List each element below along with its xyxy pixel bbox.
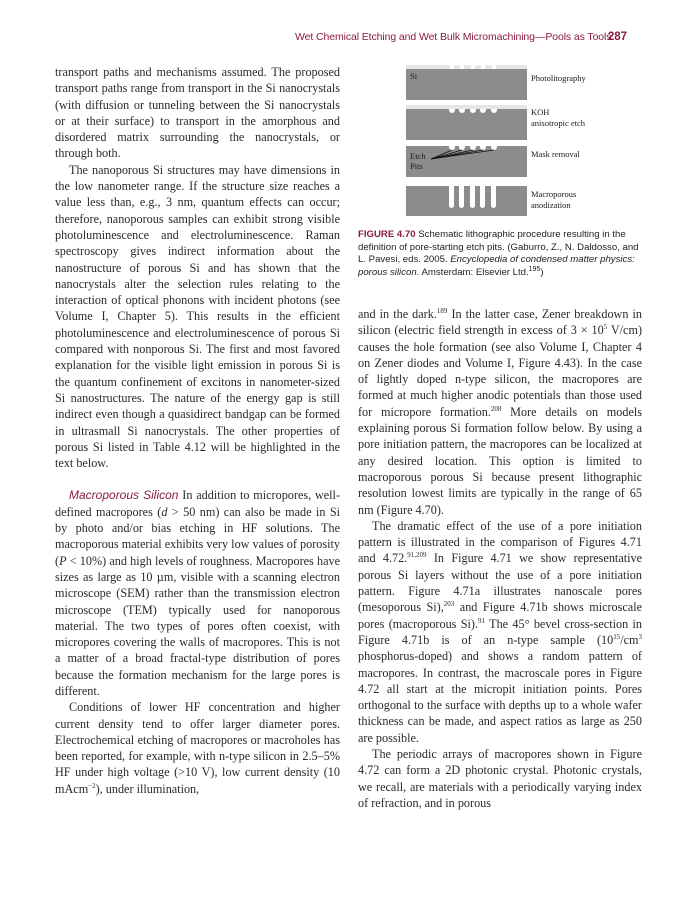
step-label-mask-removal: Mask removal (531, 149, 580, 159)
running-head (285, 31, 635, 47)
pits-label: Pits (410, 161, 423, 171)
macropore (470, 186, 475, 208)
macropore (459, 186, 464, 208)
silicon-wafer-block (406, 186, 527, 216)
figure-4-70-diagram (400, 62, 645, 218)
paragraph: The dramatic effect of the use of a pore initiation pattern is illustrated in the comparison of Figures 4.71 and 4.72.$^{91,209}$ In Figure 4.71 we show representative porous Si layers without the use of a pore initiation pattern. Figure 4.71a illustrates nanoscale pores (mesoporous Si),$^{203}$ and Figure 4.71b shows microscale pores (macroporous Si).$^{91}$ The 45° bevel cross-section in Figure 4.71b is of an n-type sample ($10^{15}/cm^3$ phosphorus-doped) and shows a random pattern of macropores. In contrast, the macroscale pores in Figure 4.72 all start at the micropit initiation points. Pores orthogonal to the surface with depths up to a whole wafer thickness can be made, and aspect ratios as large as 250 are possible. (358, 518, 642, 745)
si-label: Si (410, 71, 418, 81)
paragraph: The nanoporous Si structures may have dimensions in the low nanometer range. If the structure size reaches a value less than, e.g., 3 nm, quantum effects can occur; therefore, nanoporous samples can exhibit strong visible photoluminescence and electroluminescence. Raman spectroscopy gives indirect information about the nanostructure of porous Si and has shown that the nanocrystals alter the selection rules relating to the interaction of optical phonons with incident photons (see Volume I, Chapter 5). This results in the efficient photoluminescence and electroluminescence of porous Si compared with nonporous Si. The first and most favored explanation for the visible light emission in porous Si is the quantum confinement of excitons in nanometer-sized Si nanostructures. The nature of the energy gap is still indirect even though a quasidirect bandgap can be formed in ultrasmall Si nanocrystals. The other properties of porous Si listed in Table 4.12 will be highlighted in the text below. (55, 162, 340, 471)
silicon-wafer-block (406, 109, 527, 140)
step-label-macroporous: Macroporous (531, 189, 577, 199)
macropore (449, 186, 454, 208)
paragraph: Conditions of lower HF concentration and higher current density tend to offer larger diameter pores. Electrochemical etching of macropores or macroholes has been reported, for example, with n-type silicon in 2.5–5% HF under high voltage (>10 V), low current density (10 mAcm$^{-2}$), under illumination, (55, 700, 340, 796)
figure-caption: FIGURE 4.70 Schematic lithographic procedure resulting in the definition of pore-starting etch pits. (Gaburro, Z., N. Daldosso, and L. Pavesi, eds. 2005. Encyclopedia of condensed matter physics: porous silicon. Amsterdam: Elsevier Ltd.$^{195}$) (358, 229, 639, 278)
cited-book-title: Encyclopedia of condensed matter physics: porous silicon (358, 254, 635, 278)
right-column (358, 306, 642, 811)
section-run-in-heading: Macroporous Silicon (69, 488, 179, 503)
running-head-title: Wet Chemical Etching and Wet Bulk Micromachining—Pools as Tools (295, 31, 612, 43)
paragraph-macroporous-silicon: Macroporous Silicon In addition to micropores, well-defined macropores (d > 50 nm) can also be made in Si by photo and/or bias etching in HF solutions. The macroporous material exhibits very low values of porosity (P < 10%) and high levels of roughness. Macropores have sizes as large as 10 µm, visible with a scanning electron microscope (SEM) rather than the transmission electron microscope (TEM) typically used for nanoporous material. The two types of pores often coexist, with micropores covering the walls of macropores. This is not a matter of a broad fractal-type distribution of pores because the formation mechanism for the large pores is different. (55, 488, 341, 698)
figure-label: FIGURE 4.70 (358, 229, 416, 240)
macropore (480, 186, 485, 208)
step-label-photolitography: Photolitography (531, 73, 586, 83)
silicon-wafer-block (406, 69, 527, 100)
paragraph: The periodic arrays of macropores shown in Figure 4.72 can form a 2D photonic crystal. Photonic crystals, we recall, are materials with a periodically varying index of refraction, and in porous (358, 747, 642, 810)
step-label-koh: KOH (531, 107, 550, 117)
macropore (491, 186, 496, 208)
step-label-anodization: anodization (531, 200, 571, 210)
paragraph: and in the dark.$^{189}$ In the latter case, Zener breakdown in silicon (electric field strength in excess of $3 \times 10^5$ V/cm) causes the hole formation (see also Volume I, Chapter 4 on Zener diodes and Volume I, Figure 4.43). In the case of lightly doped n-type silicon, the macropores are formed at much higher anodic potentials than those used for micropore formation.$^{208}$ More details on models explaining porous Si formation follow below. By using a pore initiation pattern, the macropores can be localized at any desired location. This option is limited to macroporous porous Si because present lithographic resolution lowest limits are typically in the range of 65 nm (Figure 4.70). (358, 306, 643, 517)
etch-label: Etch (410, 151, 426, 161)
step-label-anisotropic-etch: anisotropic etch (531, 118, 586, 128)
left-column (55, 64, 340, 797)
paragraph: transport paths and mechanisms assumed. The proposed transport paths range from transport in the Si nanocrystals (with diffusion or tunneling between the Si nanocrystals or at their surface) to transport in the amorphous and disordered matrix surrounding the nanocrystals, or through both. (55, 65, 340, 161)
page-number: 287 (607, 31, 627, 43)
